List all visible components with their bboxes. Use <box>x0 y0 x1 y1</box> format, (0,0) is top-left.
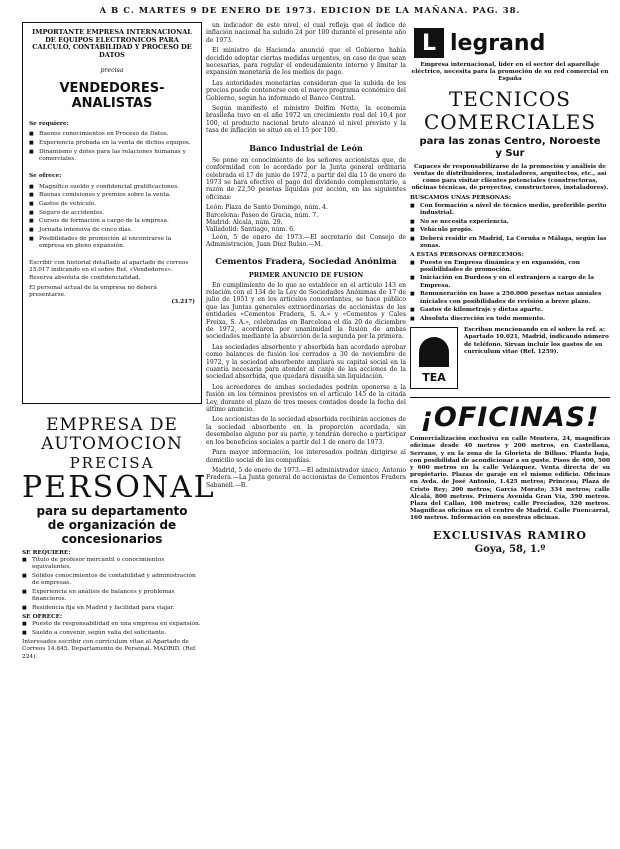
fradera-title: Cementos Fradera, Sociedad Anónima <box>215 256 397 267</box>
list-item: ■ Puesto en Empresa dinámica y en expansión, con posibilidades de promoción. <box>410 260 610 274</box>
ad-legrand <box>410 28 610 389</box>
paragraph: Barcelona: Paseo de Gracia, núm. 7. <box>206 211 319 219</box>
paragraph: Según manifestó el ministro Delfim Netto, la economía brasileña tuvo en el año 1972 un crecimiento real del 10,4 por 100, el producto nacional bruto alcanzó el nivel previsto y la tasa de inflación se situó en el 15 por 100. <box>206 105 406 135</box>
paragraph: un indicador de este nivel, el cual refleja que el índice de inflación nacional ha subido 24 por 100 durante el presente año de 1973. <box>206 22 406 44</box>
offers-list <box>22 621 202 637</box>
ad-line6: de organización de <box>47 518 177 532</box>
list-item: ■ Seguro de accidentes. <box>29 210 195 217</box>
search-list <box>410 203 610 251</box>
requires-label: SE REQUIERE: <box>22 550 71 556</box>
list-item: ■ Sueldo a convenir, según valía del solicitante. <box>22 630 202 637</box>
divider <box>410 397 610 398</box>
ad-line5: para su departamento <box>36 504 188 518</box>
list-item: ■ Gastos de kilometraje y dietas aparte. <box>410 307 610 314</box>
tea-block <box>410 327 610 389</box>
list-item: ■ Deberá residir en Madrid, La Coruña o Málaga, según las zonas. <box>410 236 610 250</box>
tea-text: Escriban mencionando en el sobre la ref. a: Apartado 10.021, Madrid, indicando número de teléfono. Sirvan incluir los gastos de su currículum vitae (Ref. 1259). <box>464 327 609 355</box>
fradera-notice <box>206 282 406 490</box>
requires-label: Se requiere: <box>29 121 69 128</box>
fradera-subtitle: PRIMER ANUNCIO DE FUSION <box>248 270 364 279</box>
article-intro <box>206 22 406 135</box>
list-item: ■ Buenos conocimientos en Proceso de Datos. <box>29 131 195 138</box>
ad-footer: Escribir con historial detallado al apartado de correos 25.017 indicando en el sobre Ref. «Vendedores». Reserva absoluta de confidencialidad. <box>29 260 189 281</box>
ad-line4: PERSONAL <box>22 470 216 505</box>
list-item: ■ Buenas comisiones y premios sobre la venta. <box>29 192 195 199</box>
list-item: ■ Puesto de responsabilidad en una empresa en expansión. <box>22 621 202 628</box>
paragraph: Se pone en conocimiento de los señores accionistas que, de conformidad con lo acordado por la Junta general ordinaria celebrada el 17 de junio de 1972, a partir del día 15 de enero de 1973 se hará efectivo el pago del dividendo complementario, a razón de 22,50 pesetas líquidas por acción, en las siguientes oficinas: <box>206 156 406 201</box>
ad-footer-note: El personal actual de la empresa no deberá presentarse. <box>29 284 157 298</box>
ad-line7: concesionarios <box>61 532 163 546</box>
offers-list <box>29 184 195 251</box>
list-item: ■ Con formación a nivel de técnico medio, preferible perito industrial. <box>410 203 610 217</box>
list-item: ■ Residencia fija en Madrid y facilidad para viajar. <box>22 605 202 612</box>
list-item: ■ Título de profesor mercantil o conocimientos equivalentes. <box>22 557 202 571</box>
offer-list <box>410 260 610 324</box>
ad-brand: EXCLUSIVAS RAMIRO <box>432 528 587 542</box>
legrand-logo-mark: L <box>414 28 444 58</box>
ad-title2: COMERCIALES <box>423 109 597 134</box>
ad-text: Comercialización exclusiva en calle Montera, 24, magníficas oficinas desde 40 metros y 200 metros, en Castellana, Serrano, y en la zona de la Glorieta de Bilbao. Planta baja, con posibilidad de acondicionar a su gusto. Pisos de 400, 500 y 600 metros en la calle Velázquez. Venta directa de su propietario. Plazas de garaje en el mismo edificio. Oficinas en Avda. de José Antonio, 1.425 metros; Princesa; Plaza de Cristo Rey; 200 metros; García Morato; 334 metros; calle Alcalá, 800 metros. Primera Avenida Gran Vía, 390 metros. Plaza del Callao, 100 metros; calle Preciados, 320 metros. Magníficas oficinas en el centro de Madrid. Calle Fuencarral, 160 metros. Información en nuestras oficinas. <box>410 436 610 522</box>
ad-oficinas <box>410 402 610 554</box>
tea-logo-mark <box>419 337 449 367</box>
list-item: ■ Experiencia probada en la venta de dichos equipos. <box>29 140 195 147</box>
page-header: A B C. MARTES 9 DE ENERO DE 1973. EDICION DE LA MAÑANA. PAG. 38. <box>99 6 521 16</box>
paragraph: Las sociedades absorbente y absorbida han acordado aprobar como balances de fusión los cerrados a 30 de noviembre de 1972, y la sociedad absorbente ampliará su capital social en la cuantía necesaria para atender al canje de las acciones de la sociedad absorbida, que quedará disuelta sin liquidación. <box>206 343 406 381</box>
requires-list <box>29 131 195 163</box>
ad-electronics <box>22 22 202 404</box>
legrand-brand: legrand <box>450 30 546 56</box>
middle-column <box>206 22 406 492</box>
list-item: ■ Gastos de vehículo. <box>29 201 195 208</box>
ad-precisa: precisa <box>100 67 124 75</box>
ad-line1: EMPRESA DE <box>46 415 178 435</box>
ad-address: Goya, 58, 1.º <box>474 543 546 555</box>
right-column <box>410 22 610 555</box>
offers-label: SE OFRECE: <box>22 614 63 621</box>
ad-title: ¡OFICINAS! <box>420 402 600 434</box>
paragraph: Madrid, 5 de enero de 1973.—El administrador único, Antonio Fradera.—La Junta general de accionistas de Cementos Fradera Sabanell.—B. <box>206 466 406 489</box>
paragraph: León: Plaza de Santo Domingo, núm. 4. <box>206 204 328 212</box>
left-column <box>22 22 216 661</box>
list-item: ■ Vehículo propio. <box>410 227 610 234</box>
offers-label: Se ofrece: <box>29 173 62 180</box>
ad-automocion <box>22 415 216 661</box>
list-item: ■ Remuneración en base a 250.000 pesetas netas anuales iniciales con posibilidades de revisión a breve plazo. <box>410 291 610 305</box>
paragraph: Los accionistas de la sociedad absorbida recibirán acciones de la sociedad absorbente en la proporción acordada, sin desembolso alguno por su parte, y tendrán derecho a participar en los beneficios sociales a partir del 1 de enero de 1973. <box>206 416 406 446</box>
paragraph: Madrid: Alcalá, núm. 29. <box>206 218 283 226</box>
list-item: ■ Experiencia en análisis de balances y problemas financieros. <box>22 589 202 603</box>
ad-code: (3.217) <box>171 299 195 306</box>
list-item: ■ No se necesita experiencia. <box>410 219 610 226</box>
paragraph: Las autoridades monetarias consideran que la subida de los precios puede contenerse con el nuevo programa económico del Gobierno, según ha informado el Banco Central. <box>206 79 406 102</box>
paragraph: Para mayor información, los interesados podrán dirigirse al domicilio social de las compañías. <box>206 449 406 464</box>
ad-intro: IMPORTANTE EMPRESA INTERNACIONAL DE EQUIPOS ELECTRONICOS PARA CALCULO, CONTABILIDAD Y PROCESO DE DATOS <box>32 28 192 59</box>
list-item: ■ Cursos de formación a cargo de la empresa. <box>29 218 195 225</box>
list-item: ■ Jornada intensiva de cinco días. <box>29 227 195 234</box>
paragraph: Valladolid: Santiago, núm. 6. <box>206 226 295 234</box>
paragraph: Los acreedores de ambas sociedades podrán oponerse a la fusión en los términos previstos en el artículo 145 de la citada Ley, durante el plazo de tres meses contados desde la fecha del último anuncio. <box>206 383 406 414</box>
tea-name: TEA <box>422 371 446 385</box>
tea-logo <box>410 327 458 389</box>
offer-label: A ESTAS PERSONAS OFRECEMOS: <box>410 252 524 259</box>
paragraph: León, 5 de enero de 1973.—El secretario del Consejo de Administración, Juan Díez Rubio.—M. <box>206 233 406 249</box>
ad-line3: PRECISA <box>69 454 155 472</box>
list-item: ■ Magnífico sueldo y confidencial gratificaciones. <box>29 184 195 191</box>
ad-intro: Empresa internacional, líder en el sector del aparellaje eléctrico, necesita para la promoción de su red comercial en España <box>411 62 609 83</box>
requires-list <box>22 557 202 612</box>
banco-notice <box>206 157 406 249</box>
list-item: ■ Iniciación en Burdeos y en el extranjero a cargo de la Empresa. <box>410 275 610 289</box>
ad-title: VENDEDORES-ANALISTAS <box>59 81 165 112</box>
ad-zones: para las zonas Centro, Noroeste y Sur <box>419 135 601 159</box>
ad-title1: TECNICOS <box>448 86 572 111</box>
ad-line2: AUTOMOCION <box>41 434 183 454</box>
banco-title: Banco Industrial de León <box>249 142 363 153</box>
paragraph: El ministro de Hacienda anunció que el Gobierno había decidido adoptar ciertas medidas urgentes, en caso de que sean necesarias, para regular el endeudamiento interno y limitar la expansión monetaria de los medios de pago. <box>206 47 406 77</box>
legrand-logo <box>414 28 610 58</box>
paragraph: En cumplimiento de lo que se establece en el artículo 143 en relación con el 134 de la Ley de Sociedades Anónimas de 17 de julio de 1951 y en los artículos concordantes, se hace público que las Juntas generales extraordinarias de accionistas de las entidades «Cementos Fradera, S. A.» y «Cementos y Cales Freixa, S. A.», celebradas en Barcelona el día 20 de diciembre de 1972, acordaron por unanimidad la fusión de ambas sociedades mediante la absorción de la segunda por la primera. <box>206 281 406 341</box>
list-item: ■ Dinamismo y dotes para las relaciones humanas y comerciales. <box>29 149 195 163</box>
search-label: BUSCAMOS UNAS PERSONAS: <box>410 195 511 202</box>
list-item: ■ Sólidos conocimientos de contabilidad y administración de empresas. <box>22 573 202 587</box>
ad-footer: Interesados escribir con currículum vitae al Apartado de Correos 14.845. Departamento de Personal. MADRID. (Ref. 224). <box>22 639 197 660</box>
list-item: ■ Absoluta discreción en todo momento. <box>410 316 610 323</box>
ad-desc: Capaces de responsabilizarse de la promoción y análisis de ventas de distribuidores, instaladores, arquitectos, etc., así como para visitar clientes potenciales (constructoras, oficinas técnicas, de proyectos, constructores, instaladores). <box>411 163 609 192</box>
list-item: ■ Posibilidades de promoción al encontrarse la empresa en pleno expansión. <box>29 236 195 250</box>
